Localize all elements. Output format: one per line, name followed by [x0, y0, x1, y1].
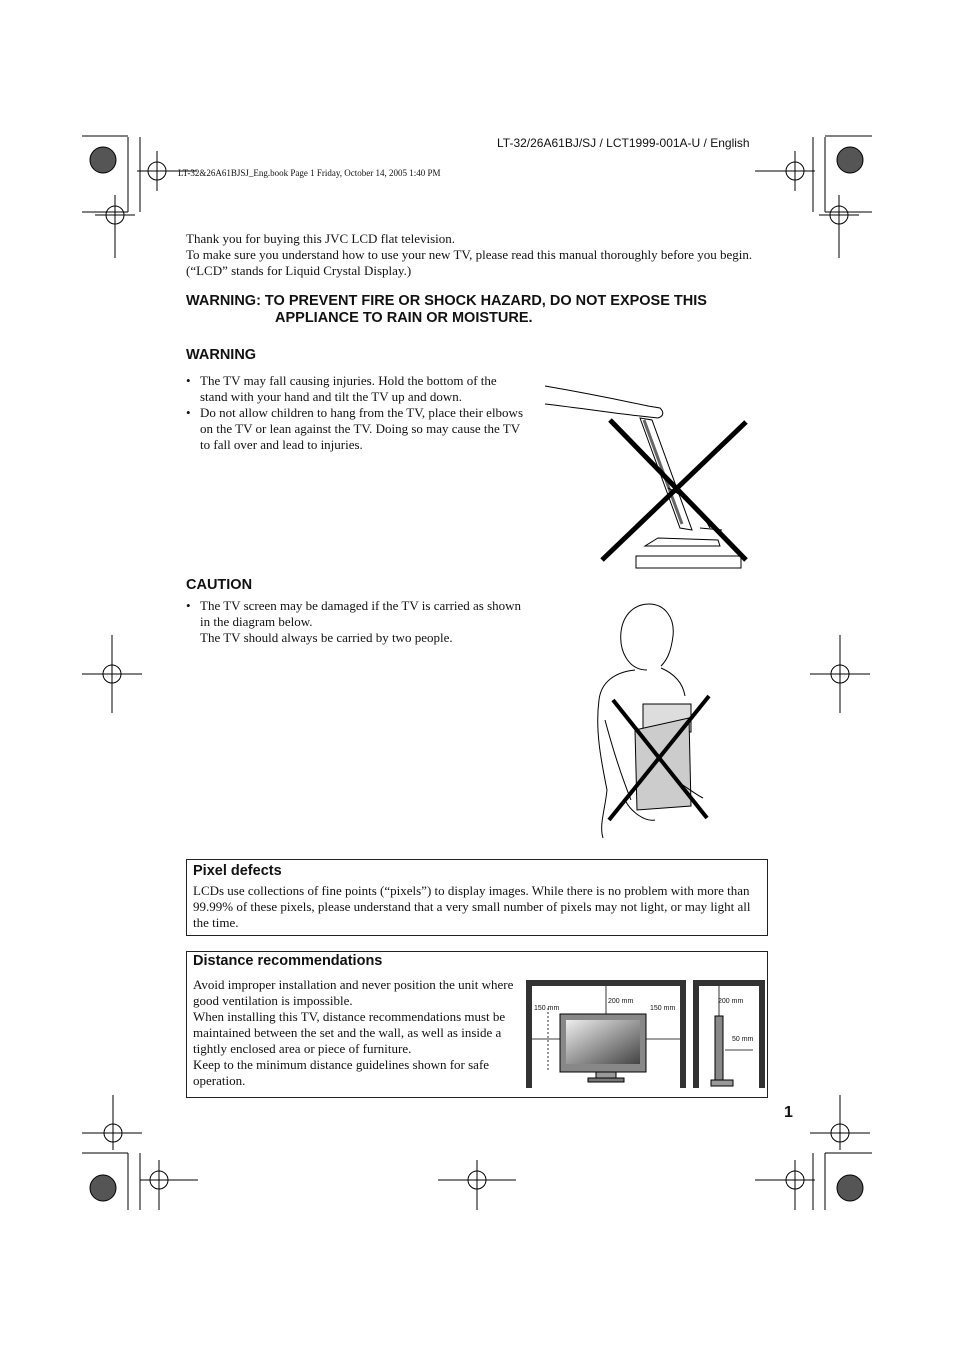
distance-text-3: Keep to the minimum distance guidelines shown for safe operation.: [193, 1057, 490, 1088]
intro-line-2: To make sure you understand how to use your new TV, please read this manual thoroughly before you begin. (“LCD” stands for Liquid Crystal Display.): [186, 247, 753, 278]
main-warning-line-2: APPLIANCE TO RAIN OR MOISTURE.: [275, 310, 533, 326]
caution-item: [186, 598, 526, 646]
intro-line-1: Thank you for buying this JVC LCD flat television.: [186, 231, 456, 246]
pixel-defects-title: Pixel defects: [193, 863, 282, 879]
book-info-line: LT-32&26A61BJSJ_Eng.book Page 1 Friday, October 14, 2005 1:40 PM: [178, 168, 441, 178]
front-top-label: 200 mm: [608, 998, 634, 1005]
intro-text: [186, 231, 776, 279]
caution-list: [186, 598, 526, 646]
warning-item-2: • Do not allow children to hang from the TV, place their elbows on the TV or lean against the TV. Doing so may cause the TV to fall over and lead to injuries.: [186, 405, 526, 453]
distance-text-2: When installing this TV, distance recommendations must be maintained between the set and the wall, as well as inside a tightly enclosed area or piece of furniture.: [193, 1009, 506, 1056]
side-clearance-diagram: [693, 980, 767, 1090]
warning-item-1: • The TV may fall causing injuries. Hold the bottom of the stand with your hand and tilt the TV up and down.: [186, 373, 526, 405]
carry-tv-illustration: [585, 600, 725, 840]
warning-list: [186, 373, 526, 453]
caution-heading: CAUTION: [186, 577, 253, 593]
page-number: 1: [784, 1104, 793, 1121]
pixel-defects-box: [186, 859, 768, 936]
front-clearance-diagram: [526, 980, 688, 1090]
model-code: LT-32/26A61BJ/SJ / LCT1999-001A-U / English: [497, 136, 750, 150]
distance-text-1: Avoid improper installation and never position the unit where good ventilation is impossible.: [193, 977, 514, 1008]
distance-text: [193, 977, 518, 1089]
distance-title: Distance recommendations: [193, 953, 383, 969]
distance-box: [186, 951, 768, 1098]
tilt-tv-illustration: [540, 378, 760, 573]
main-warning: [186, 293, 786, 327]
main-warning-line-1: WARNING: TO PREVENT FIRE OR SHOCK HAZARD, DO NOT EXPOSE THIS: [186, 293, 707, 309]
side-back-label: 50 mm: [732, 1036, 754, 1043]
caution-item-line-2: The TV should always be carried by two people.: [200, 630, 453, 645]
front-right-label: 150 mm: [650, 1005, 676, 1012]
side-top-label: 200 mm: [718, 998, 744, 1005]
caution-item-line-1: The TV screen may be damaged if the TV is carried as shown in the diagram below.: [200, 598, 522, 629]
pixel-defects-text: LCDs use collections of fine points (“pixels”) to display images. While there is no problem with more than 99.99% of these pixels, please understand that a very small number of pixels may not light, or may light all the time.: [193, 883, 751, 930]
front-left-label: 150 mm: [534, 1005, 560, 1012]
warning-heading: WARNING: [186, 347, 257, 363]
